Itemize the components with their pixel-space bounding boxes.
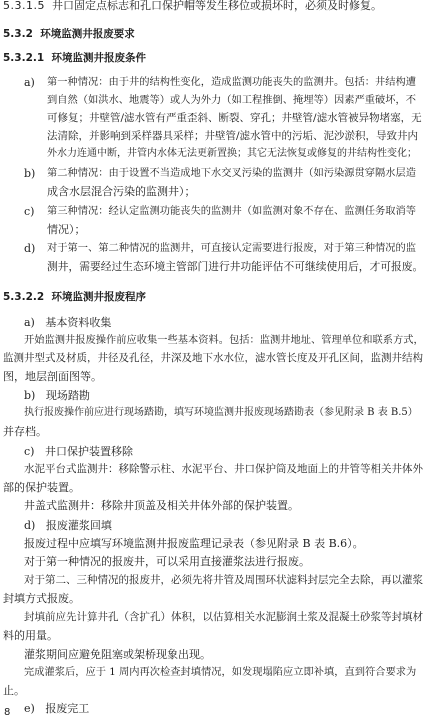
item-label: b) xyxy=(24,389,36,402)
item-title: 井口保护装置移除 xyxy=(44,445,133,458)
cond-c-line-2: 情况）； xyxy=(47,223,86,236)
proc-d-line-8: 完成灌浆后，应于 1 周内再次检查封填情况，如发现塌陷应立即补填，直到符合要求为 xyxy=(24,666,417,678)
cond-b-line-1: 第二种情况：由于设置不当造成地下水交叉污染的监测井（如污染源贯穿隔水层造 xyxy=(47,167,417,179)
clause-text: 井口固定点标志和孔口保护帽等发生移位或损坏时，必须及时修复。 xyxy=(51,0,382,12)
item-label-c: c) xyxy=(24,205,35,218)
proc-a-line-2: 监测井型式及材质，井径及孔径，井深及地下水水位，滤水管长度及开孔区间，监测井结构 xyxy=(3,352,423,364)
proc-d-line-9: 止。 xyxy=(3,684,25,697)
item-label-a: a) xyxy=(24,76,35,89)
item-title: 基本资料收集 xyxy=(45,316,112,329)
item-title: 现场踏勘 xyxy=(45,389,90,402)
proc-a-line-3: 图，地层剖面图等。 xyxy=(3,370,102,383)
heading-5-3-2-2 xyxy=(3,289,146,306)
proc-c-line-2: 部的保护装置。 xyxy=(3,481,80,494)
cond-c-line-1: 第三种情况：经认定监测功能丧失的监测井（如监测对象不存在、监测任务取消等 xyxy=(47,205,417,217)
cond-a-line-5: 外水力连通中断，井管内水体无法更新置换；其它无法恢复或修复的井结构性变化； xyxy=(47,148,417,159)
proc-a-line-1: 开始监测井报废操作前应收集一些基本资料。包括：监测井地址、管理单位和联系方式， xyxy=(24,334,424,346)
proc-b-line-1: 执行报废操作前应进行现场踏勘，填写环境监测井报废现场踏勘表（参见附录 B 表 B.5） xyxy=(24,407,418,418)
item-label-d: d) xyxy=(24,242,36,255)
heading-number: 5.3.2.1 xyxy=(3,52,45,64)
proc-c-line-1: 水泥平台式监测井：移除警示柱、水泥平台、井口保护筒及地面上的井管等相关井体外 xyxy=(24,463,423,475)
item-label: d) xyxy=(24,519,36,532)
cond-a-line-2: 到自然（如洪水、地震等）或人为外力（如工程推倒、掩埋等）因素严重破坏，不 xyxy=(47,94,417,106)
item-label: c) xyxy=(24,445,35,458)
cond-b-line-2: 成含水层混合污染的监测井）； xyxy=(47,185,196,198)
cond-a-line-3: 可修复；井壁管/滤水管有严重歪斜、断裂、穿孔；井壁管/滤水管被异物堵塞，无 xyxy=(47,112,422,124)
heading-title: 环境监测井报废程序 xyxy=(51,291,147,303)
proc-d-line-7: 灌浆期间应避免阻塞或架桥现象出现。 xyxy=(24,648,211,661)
proc-d-line-2: 对于第一种情况的报废井，可以采用直接灌浆法进行报废。 xyxy=(24,555,310,568)
cond-a-line-1: 第一种情况：由于井的结构性变化，造成监测功能丧失的监测井。包括：井结构遭 xyxy=(47,76,417,88)
item-title: 报废完工 xyxy=(45,702,90,715)
page-number: 8 xyxy=(4,706,11,718)
proc-b-line-2: 并存档。 xyxy=(3,425,47,438)
cond-a-line-4: 法清除，并影响到采样器具采样；井壁管/滤水管中的污垢、泥沙淤积，导致井内 xyxy=(47,130,419,142)
proc-d-heading xyxy=(24,517,112,535)
heading-number: 5.3.2.2 xyxy=(3,291,45,303)
item-label-b: b) xyxy=(24,167,36,180)
proc-d-line-4: 封填方式报废。 xyxy=(3,592,80,605)
clause-number: 5.3.1.5 xyxy=(3,0,45,12)
heading-number: 5.3.2 xyxy=(3,28,33,40)
item-label: a) xyxy=(24,316,35,329)
heading-5-3-2 xyxy=(3,26,135,43)
proc-d-line-5: 封填前应先计算井孔（含扩孔）体积，以估算相关水泥膨润土浆及混凝土砂浆等封填材 xyxy=(24,611,423,623)
heading-5-3-2-1 xyxy=(3,50,146,67)
proc-c-heading xyxy=(24,443,133,461)
item-title: 报废灌浆回填 xyxy=(45,519,112,532)
proc-b-heading xyxy=(24,387,90,405)
proc-d-line-1: 报废过程中应填写环境监测井报废监理记录表（参见附录 B 表 B.6）。 xyxy=(24,537,364,550)
proc-d-line-3: 对于第二、三种情况的报废井，必须先将井管及周围环状滤料封层完全去除，再以灌浆 xyxy=(24,574,423,586)
heading-title: 环境监测井报废条件 xyxy=(51,52,147,64)
proc-e-heading xyxy=(24,700,89,718)
proc-c-line-3: 井盖式监测井：移除井顶盖及相关井体外部的保护装置。 xyxy=(24,499,299,512)
clause-5-3-1-5 xyxy=(3,0,382,15)
proc-d-line-6: 料的用量。 xyxy=(3,629,58,642)
item-label: e) xyxy=(24,702,35,715)
cond-d-line-1: 对于第一、第二种情况的监测井，可直接认定需要进行报废，对于第三种情况的监 xyxy=(47,242,417,254)
heading-title: 环境监测井报废要求 xyxy=(40,28,135,40)
cond-d-line-2: 测井，需要经过生态环境主管部门进行井功能评估不可继续使用后，才可报废。 xyxy=(47,260,424,273)
proc-a-heading xyxy=(24,314,111,332)
